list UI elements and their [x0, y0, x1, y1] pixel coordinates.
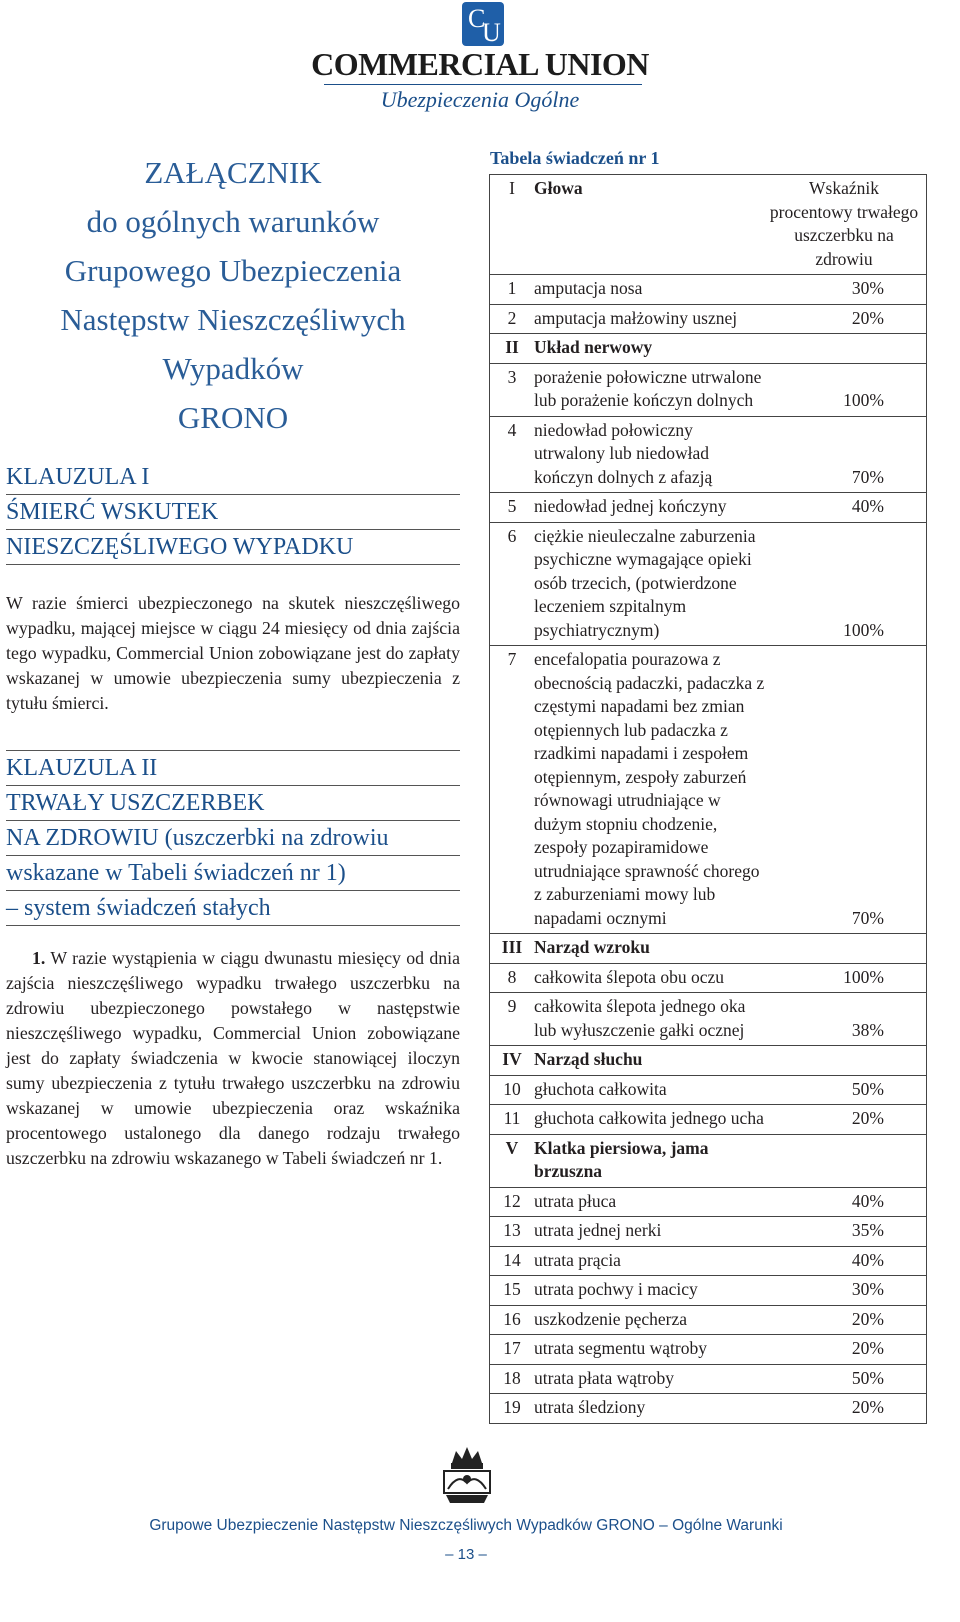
clause-1-text: W razie śmierci ubezpieczonego na skutek nieszczęśliwego wypadku, mającej miejsce w ciągu 24 miesięcy od dnia zajścia tego wypadku, Commercial Union zobowiązane jest do zapłaty wskazanej w umowie ubezpieczenia sumy ubezpieczenia z tytułu śmierci.	[6, 593, 460, 713]
row-number: 3	[490, 363, 535, 416]
table-row	[490, 363, 927, 416]
row-number: III	[490, 934, 535, 964]
title-line: Wypadków	[162, 351, 304, 386]
row-number: 5	[490, 493, 535, 523]
row-number: 4	[490, 416, 535, 493]
company-name: COMMERCIAL UNION	[311, 46, 649, 82]
clause-heading-line: NIESZCZĘŚLIWEGO WYPADKU	[6, 530, 460, 565]
table-row	[490, 1335, 927, 1365]
table-row	[490, 993, 927, 1046]
row-description: Narząd wzroku	[534, 934, 766, 964]
row-number: 12	[490, 1187, 535, 1217]
company-logo-mark	[462, 2, 504, 46]
row-description: amputacja małżowiny usznej	[534, 304, 766, 334]
title-line: do ogólnych warunków	[86, 204, 380, 239]
row-number: 18	[490, 1364, 535, 1394]
clause-2-paragraph-number: 1.	[32, 948, 46, 968]
row-number: 7	[490, 646, 535, 934]
row-description: utrata płata wątroby	[534, 1364, 766, 1394]
row-number: 1	[490, 275, 535, 305]
row-percentage: 70%	[766, 646, 927, 934]
row-description: porażenie połowiczne utrwalone lub porażenie kończyn dolnych	[534, 363, 766, 416]
row-percentage: 40%	[766, 1187, 927, 1217]
table-row	[490, 1217, 927, 1247]
table-row	[490, 1394, 927, 1424]
clause-1-heading	[6, 460, 460, 565]
table-row	[490, 1187, 927, 1217]
row-description: Głowa	[534, 175, 766, 275]
table-row	[490, 1105, 927, 1135]
table-row	[490, 1276, 927, 1306]
clause-heading-line: – system świadczeń stałych	[6, 891, 460, 926]
title-line: GRONO	[177, 400, 289, 435]
row-percentage: 50%	[766, 1075, 927, 1105]
table-row	[490, 963, 927, 993]
row-number: V	[490, 1134, 535, 1187]
clause-heading-line: TRWAŁY USZCZERBEK	[6, 786, 460, 821]
row-number: II	[490, 334, 535, 364]
row-percentage: 20%	[766, 1305, 927, 1335]
row-percentage: 100%	[766, 522, 927, 646]
row-description: całkowita ślepota jednego oka lub wyłuszczenie gałki ocznej	[534, 993, 766, 1046]
table-row	[490, 493, 927, 523]
row-description: głuchota całkowita jednego ucha	[534, 1105, 766, 1135]
row-number: 19	[490, 1394, 535, 1424]
clause-heading-line: wskazane w Tabeli świadczeń nr 1)	[6, 856, 460, 891]
clause-heading-line: NA ZDROWIU (uszczerbki na zdrowiu	[6, 821, 460, 856]
clause-2-heading	[6, 750, 460, 926]
row-description: uszkodzenie pęcherza	[534, 1305, 766, 1335]
clause-heading-line: KLAUZULA I	[6, 460, 460, 495]
clause-heading-line: KLAUZULA II	[6, 750, 460, 786]
row-percentage: 20%	[766, 1394, 927, 1424]
row-percentage: 35%	[766, 1217, 927, 1247]
row-description: utrata prącia	[534, 1246, 766, 1276]
row-description: całkowita ślepota obu oczu	[534, 963, 766, 993]
table-row	[490, 175, 927, 275]
row-description: ciężkie nieuleczalne zaburzenia psychiczne wymagające opieki osób trzecich, (potwierdzone leczeniem szpitalnym psychiatrycznym)	[534, 522, 766, 646]
table-row	[490, 1246, 927, 1276]
row-number: IV	[490, 1046, 535, 1076]
row-percentage: 38%	[766, 993, 927, 1046]
table-row	[490, 1046, 927, 1076]
table-row	[490, 934, 927, 964]
row-number: 10	[490, 1075, 535, 1105]
row-description: głuchota całkowita	[534, 1075, 766, 1105]
table-row	[490, 416, 927, 493]
row-number: 16	[490, 1305, 535, 1335]
row-percentage: 40%	[766, 493, 927, 523]
row-number: 11	[490, 1105, 535, 1135]
row-number: 8	[490, 963, 535, 993]
row-percentage: 20%	[766, 304, 927, 334]
crown-emblem-icon	[438, 1443, 496, 1509]
table-row	[490, 646, 927, 934]
table-row	[490, 1134, 927, 1187]
table-row	[490, 1364, 927, 1394]
row-percentage: Wskaźnik procentowy trwałego uszczerbku na zdrowiu	[766, 175, 927, 275]
table-row	[490, 522, 927, 646]
row-description: Układ nerwowy	[534, 334, 766, 364]
row-percentage: 20%	[766, 1335, 927, 1365]
clause-2-text	[6, 946, 460, 1171]
row-percentage: 50%	[766, 1364, 927, 1394]
title-line: ZAŁĄCZNIK	[144, 155, 322, 190]
row-percentage	[766, 334, 927, 364]
row-number: 6	[490, 522, 535, 646]
row-percentage	[766, 1134, 927, 1187]
row-number: 13	[490, 1217, 535, 1247]
logo-divider	[324, 84, 642, 85]
row-description: niedowład połowiczny utrwalony lub niedowład kończyn dolnych z afazją	[534, 416, 766, 493]
row-description: Klatka piersiowa, jama brzuszna	[534, 1134, 766, 1187]
benefits-table	[489, 174, 927, 1424]
row-percentage: 40%	[766, 1246, 927, 1276]
table-row	[490, 275, 927, 305]
table-row	[490, 1305, 927, 1335]
logo-letter-u: U	[482, 18, 501, 47]
row-description: utrata jednej nerki	[534, 1217, 766, 1247]
clause-heading-line: ŚMIERĆ WSKUTEK	[6, 495, 460, 530]
row-percentage: 30%	[766, 1276, 927, 1306]
row-description: encefalopatia pourazowa z obecnością padaczki, padaczka z częstymi napadami bez zmian otępiennych lub padaczka z rzadkimi napadami i zespołem otępiennym, zespoły zaburzeń równowagi utrudniające w dużym stopniu chodzenie, zespoły pozapiramidowe utrudniające sprawność chorego z zaburzeniami mowy lub napadami ocznymi	[534, 646, 766, 934]
page-number: – 13 –	[445, 1546, 487, 1563]
row-number: 14	[490, 1246, 535, 1276]
table-row	[490, 1075, 927, 1105]
row-percentage: 30%	[766, 275, 927, 305]
document-title	[0, 148, 466, 442]
title-line: Grupowego Ubezpieczenia	[64, 253, 402, 288]
title-line: Następstw Nieszczęśliwych	[60, 302, 406, 337]
row-percentage	[766, 934, 927, 964]
row-description: utrata pochwy i macicy	[534, 1276, 766, 1306]
logo-letter-c: C	[468, 4, 486, 33]
table-row	[490, 334, 927, 364]
row-number: 2	[490, 304, 535, 334]
row-description: amputacja nosa	[534, 275, 766, 305]
row-description: utrata płuca	[534, 1187, 766, 1217]
row-number: I	[490, 175, 535, 275]
row-percentage: 100%	[766, 963, 927, 993]
footer-text: Grupowe Ubezpieczenie Następstw Nieszczęśliwych Wypadków GRONO – Ogólne Warunki	[149, 1517, 783, 1534]
row-description: utrata śledziony	[534, 1394, 766, 1424]
row-number: 17	[490, 1335, 535, 1365]
row-description: utrata segmentu wątroby	[534, 1335, 766, 1365]
table-row	[490, 304, 927, 334]
row-description: Narząd słuchu	[534, 1046, 766, 1076]
company-subtitle: Ubezpieczenia Ogólne	[380, 87, 580, 112]
clause-2-paragraph: W razie wystąpienia w ciągu dwunastu miesięcy od dnia zajścia nieszczęśliwego wypadku trwałego uszczerbku na zdrowiu ubezpieczonego powstałego w następstwie nieszczęśliwego wypadku, Commercial Union zobowiązane jest do zapłaty świadczenia w kwocie stanowiącej iloczyn sumy ubezpieczenia z tytułu trwałego uszczerbku na zdrowiu wskazanej w umowie ubezpieczenia oraz wskaźnika procentowego ustalonego dla danego rodzaju trwałego uszczerbku na zdrowiu wskazanego w Tabeli świadczeń nr 1.	[6, 948, 461, 1168]
table-caption: Tabela świadczeń nr 1	[490, 148, 660, 168]
row-percentage: 100%	[766, 363, 927, 416]
row-description: niedowład jednej kończyny	[534, 493, 766, 523]
row-percentage: 20%	[766, 1105, 927, 1135]
row-number: 9	[490, 993, 535, 1046]
row-percentage: 70%	[766, 416, 927, 493]
row-number: 15	[490, 1276, 535, 1306]
row-percentage	[766, 1046, 927, 1076]
